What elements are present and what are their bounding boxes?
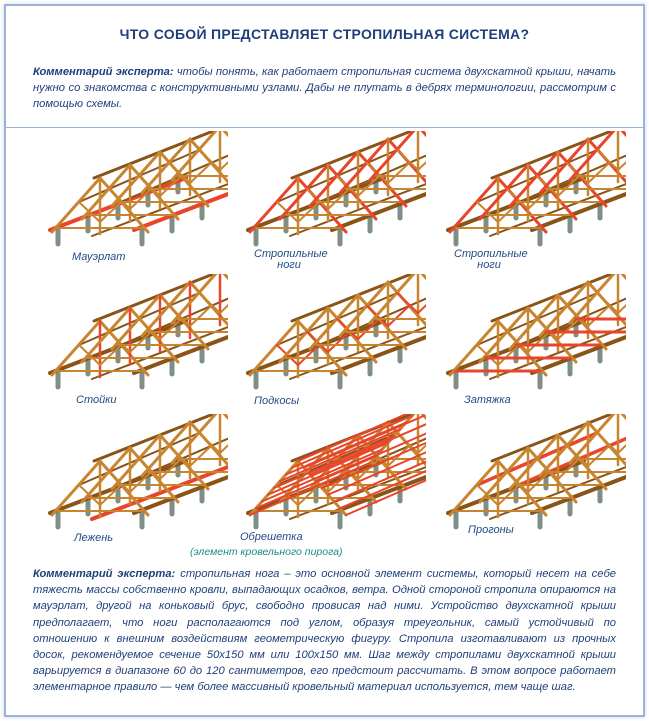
label-battens-note: (элемент кровельного пирога)	[190, 546, 343, 558]
roof-diagram-rafters-a	[226, 131, 426, 261]
label-sill: Лежень	[74, 532, 114, 544]
rafter-right	[130, 165, 178, 219]
top-comment-label: Комментарий эксперта:	[33, 66, 174, 78]
label-rafters-a: Стропильные ноги	[254, 248, 328, 271]
rafter-right	[160, 295, 208, 349]
rafter-right	[328, 308, 376, 362]
rafter-right	[558, 295, 606, 349]
roof-diagram-mauerlat	[28, 131, 228, 261]
strut-right	[190, 446, 211, 466]
diagram-struts	[226, 274, 438, 417]
rafter-right	[558, 152, 606, 206]
roof-diagram-rafters-b	[426, 131, 626, 261]
rafter-right	[558, 435, 606, 489]
top-comment-text: чтобы понять, как работает стропильная система двухскатной крыши, начать нужно со знакомства с конструктивными узлами. Дабы не плутать в дебрях терминологии, рассмотрим с помощью схемы.	[33, 66, 616, 110]
label-purlins: Прогоны	[468, 524, 514, 536]
strut-right	[190, 306, 211, 326]
roof-diagram-sill	[28, 414, 228, 544]
strut-right	[388, 306, 409, 326]
strut-right	[388, 163, 409, 183]
rafter-right	[528, 165, 576, 219]
label-struts: Подкосы	[254, 395, 300, 407]
label-rafters-b: Стропильные ноги	[454, 248, 528, 271]
roof-diagram-purlins	[426, 414, 626, 544]
roof-diagram-ties	[426, 274, 626, 404]
rafter-right	[328, 165, 376, 219]
rafter-right	[528, 448, 576, 502]
label-posts: Стойки	[76, 394, 117, 406]
rafter-right	[160, 152, 208, 206]
strut-right	[588, 306, 609, 326]
diagram-rafters-a	[226, 131, 438, 274]
roof-diagram-battens	[226, 414, 426, 544]
diagram-battens	[190, 414, 438, 558]
diagram-ties	[426, 274, 638, 417]
label-battens: Обрешетка	[240, 531, 303, 543]
diagram-posts	[28, 274, 240, 417]
bottom-comment-label: Комментарий эксперта:	[33, 568, 176, 580]
roof-diagram-posts	[28, 274, 228, 404]
strut-right	[190, 163, 211, 183]
batten-left	[280, 429, 400, 481]
batten-left	[262, 450, 382, 502]
strut-right	[588, 163, 609, 183]
rafter-right	[160, 435, 208, 489]
page-title: ЧТО СОБОЙ ПРЕДСТАВЛЯЕТ СТРОПИЛЬНАЯ СИСТЕМА?	[119, 26, 530, 42]
diagram-grid	[6, 131, 643, 561]
roof-diagram-struts	[226, 274, 426, 404]
rafter-right	[130, 308, 178, 362]
rafter-right	[358, 152, 406, 206]
separator	[6, 127, 643, 128]
diagram-sill	[28, 414, 240, 557]
diagram-mauerlat	[28, 131, 240, 274]
bottom-expert-comment	[33, 566, 616, 696]
rafter-right	[528, 308, 576, 362]
diagram-rafters-b	[426, 131, 638, 274]
label-ties: Затяжка	[464, 394, 511, 406]
label-mauerlat: Мауэрлат	[72, 251, 126, 263]
top-expert-comment	[33, 64, 616, 112]
infographic-frame	[4, 4, 645, 717]
rafter-right	[358, 295, 406, 349]
diagram-purlins	[426, 414, 638, 557]
bottom-comment-text: стропильная нога – это основной элемент системы, который несет на себе тяжесть массы собственно кровли, выпадающих осадков, ветра. Одной стороной стропила опираются на мауэрлат, другой на коньковый брус, свободно провисая над ними. Устройство двухскатной крыши предполагает, что ноги располагаются под углом, образуя треугольник, самый устойчивый по отношению к внешним воздействиям геометрическую фигуру. Стропила изготавливают из прочных досок, рекомендуемое сечение 50х150 мм или 100х150 мм. Шаг между стропилами двухскатной крыши варьируется в диапазоне 60 до 120 сантиметров, его предстоит рассчитать. В этом вопросе работает элементарное правило — чем более массивный кровельный материал используется, тем чаще шаг.	[33, 568, 616, 694]
